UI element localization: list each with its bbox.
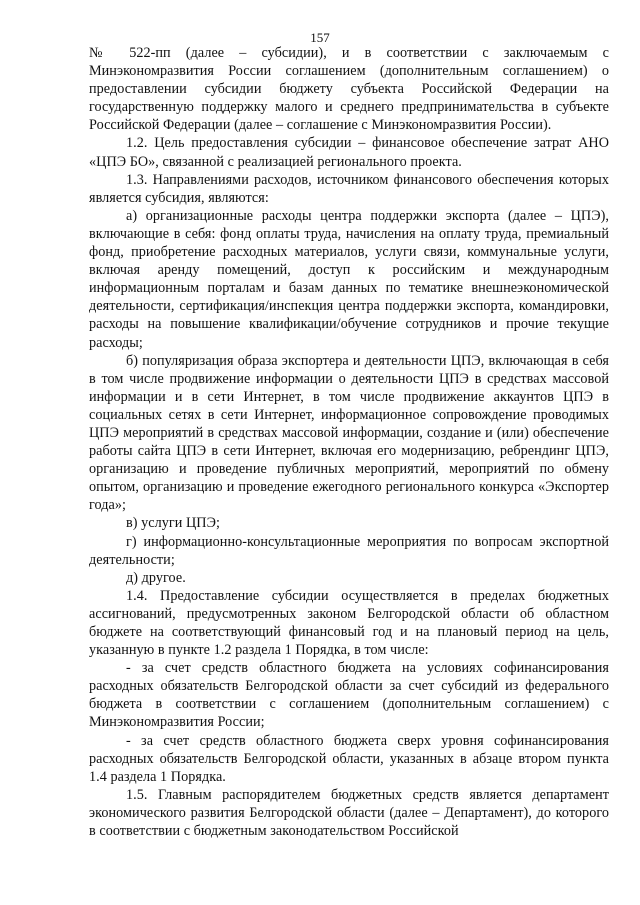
paragraph: в) услуги ЦПЭ; [126,515,220,532]
paragraph: 1.4. Предоставление субсидии осуществляется в пределах бюджетных ассигнований, предусмотренных законом Белгородской области об областном бюджете на соответствующий финансовый год и на плановый период на цель, указанную в пункте 1.2 раздела 1 Порядка, в том числе: [89,587,609,659]
paragraph: г) информационно-консультационные мероприятия по вопросам экспортной деятельности; [89,533,609,568]
paragraph: - за счет средств областного бюджета на условиях софинансирования расходных обязательств Белгородской области за счет субсидий из федерального бюджета в соответствии с соглашением (дополнительным соглашением) с Минэкономразвития России; [89,660,609,731]
paragraph: б) популяризация образа экспортера и деятельности ЦПЭ, включающая в себя в том числе продвижение информации о деятельности ЦПЭ в средствах массовой информации и в сети Интернет, в том числе продвижение аккаунтов ЦПЭ в социальных сетях в сети Интернет, информационное сопровождение проводимых ЦПЭ мероприятий в средствах массовой информации, создание и (или) обеспечение работы сайта ЦПЭ в сети Интернет, включая его модернизацию, ребрендинг ЦПЭ, организацию и проведение публичных мероприятий, мероприятий по обмену опытом, организацию и проведение ежегодного регионального конкурса «Экспортер года»; [89,352,609,514]
paragraph: д) другое. [126,569,186,586]
document-body [89,44,609,840]
paragraph: 1.2. Цель предоставления субсидии – финансовое обеспечение затрат АНО «ЦПЭ БО», связанной с реализацией регионального проекта. [89,135,609,170]
paragraph: 1.3. Направлениями расходов, источником финансового обеспечения которых является субсидия, являются: [89,171,609,206]
paragraph: - за счет средств областного бюджета сверх уровня софинансирования расходных обязательств Белгородской области, указанных в абзаце втором пункта 1.4 раздела 1 Порядка. [89,732,609,785]
page-number: 157 [310,30,330,45]
paragraph: а) организационные расходы центра поддержки экспорта (далее – ЦПЭ), включающие в себя: фонд оплаты труда, начисления на оплату труда, премиальный фонд, приобретение расходных материалов, услуги связи, коммунальные услуги, включая аренду помещений, доступ к российским и международным информационным порталам и базам данных по тематике внешнеэкономической деятельности, сертификация/инспекция центра поддержки экспорта, командировки, расходы на повышение квалификации/обучение сотрудников и прочие текущие расходы; [89,207,609,351]
paragraph: 1.5. Главным распорядителем бюджетных средств является департамент экономического развития Белгородской области (далее – Департамент), до которого в соответствии с бюджетным законодательством Российской [89,786,609,840]
paragraph: № 522-пп (далее – субсидии), и в соответствии с заключаемым с Минэкономразвития России соглашением (дополнительным соглашением) о предоставлении субсидии бюджету субъекта Российской Федерации на государственную поддержку малого и среднего предпринимательства в субъекте Российской Федерации (далее – соглашение с Минэкономразвития России). [89,45,609,134]
